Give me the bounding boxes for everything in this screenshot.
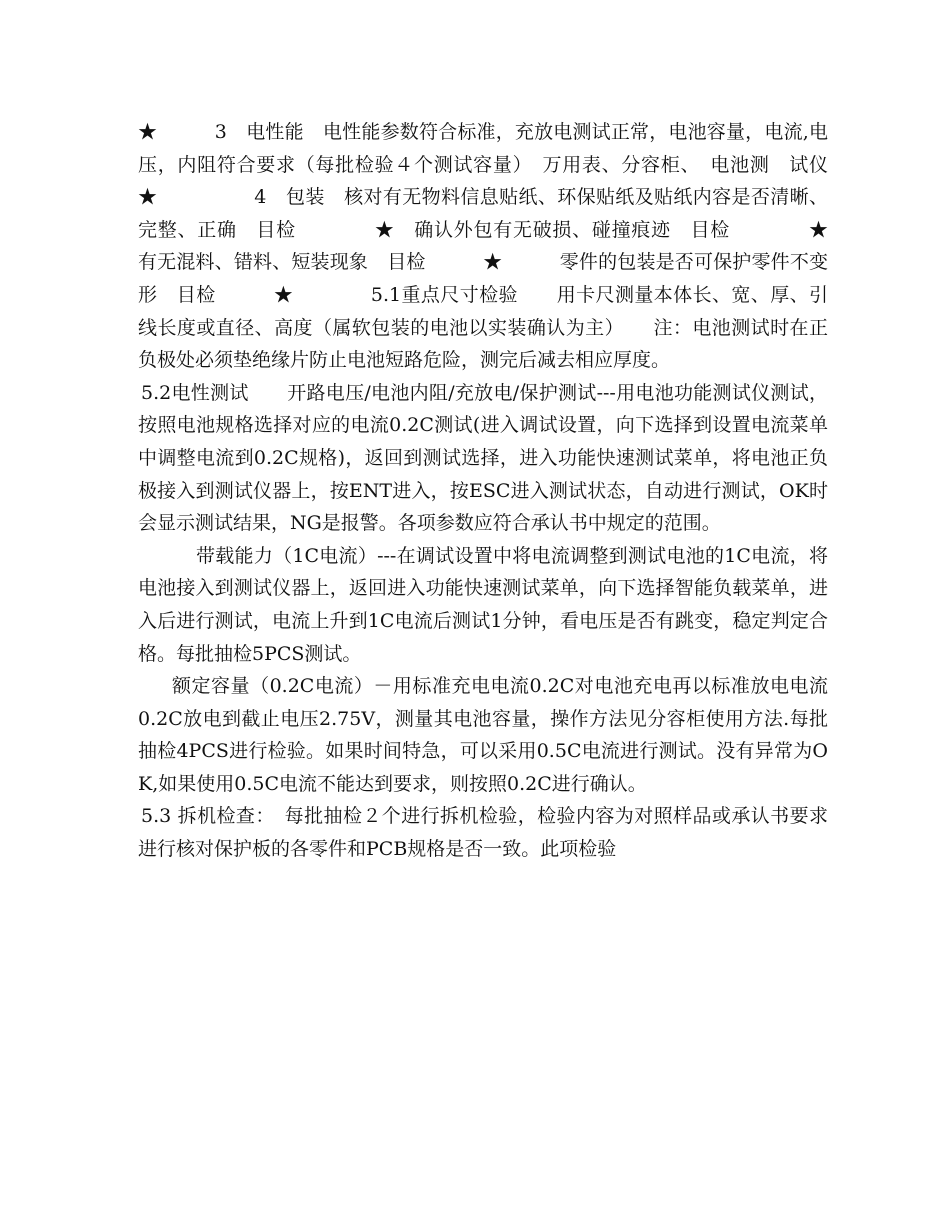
paragraph-electrical-test: 5.2电性测试 开路电压/电池内阻/充放电/保护测试---用电池功能测试仪测试，按照电池规格选择对应的电流0.2C测试(进入调试设置，向下选择到设置电流菜单中调整电流到0.2C规格)，返回到测试选择，进入功能快速测试菜单，将电池正负极接入到测试仪器上，按ENT进入，按ESC进入测试状态，自动进行测试，OK时会显示测试结果，NG是报警。各项参数应符合承认书中规定的范围。 xyxy=(138,381,828,535)
paragraph-load-capacity: 带载能力（1C电流）---在调试设置中将电流调整到测试电池的1C电流，将电池接入到测试仪器上，返回进入功能快速测试菜单，向下选择智能负载菜单，进入后进行测试，电流上升到1C电流后测试1分钟，看电压是否有跳变，稳定判定合格。每批抽检5PCS测试。 xyxy=(138,544,828,665)
paragraph-teardown-inspection: 5.3 拆机检查： 每批抽检２个进行拆机检验，检验内容为对照样品或承认书要求进行核对保护板的各零件和PCB规格是否一致。此项检验 xyxy=(138,805,828,861)
paragraph-rated-capacity: 额定容量（0.2C电流）－用标准充电电流0.2C对电池充电再以标准放电电流0.2C放电到截止电压2.75V，测量其电池容量，操作方法见分容柜使用方法.每批抽检4PCS进行检验。如果时间特急，可以采用0.5C电流进行测试。没有异常为OK,如果使用0.5C电流不能达到要求，则按照0.2C进行确认。 xyxy=(138,675,828,795)
paragraph-electrical-packaging-dimensions: ★ 3 电性能 电性能参数符合标准，充放电测试正常，电池容量，电流,电压，内阻符合要求（每批检验４个测试容量） 万用表、分容柜、 电池测 试仪 ★ 4 包装 核对有无物料信息贴纸、环保贴纸及贴纸内容是否清晰、完整、正确 目检 ★ 确认外包有无破损、碰撞痕迹 目检 ★ 有无混料、错料、短装现象 目检 ★ 零件的包装是否可保护零件不变形 目检 ★ 5.1重点尺寸检验 用卡尺测量本体长、宽、厚、引线长度或直径、高度（属软包装的电池以实装确认为主） 注：电池测试时在正负极处必须垫绝缘片防止电池短路危险，测完后减去相应厚度。 xyxy=(138,121,867,372)
document-page xyxy=(138,116,867,866)
